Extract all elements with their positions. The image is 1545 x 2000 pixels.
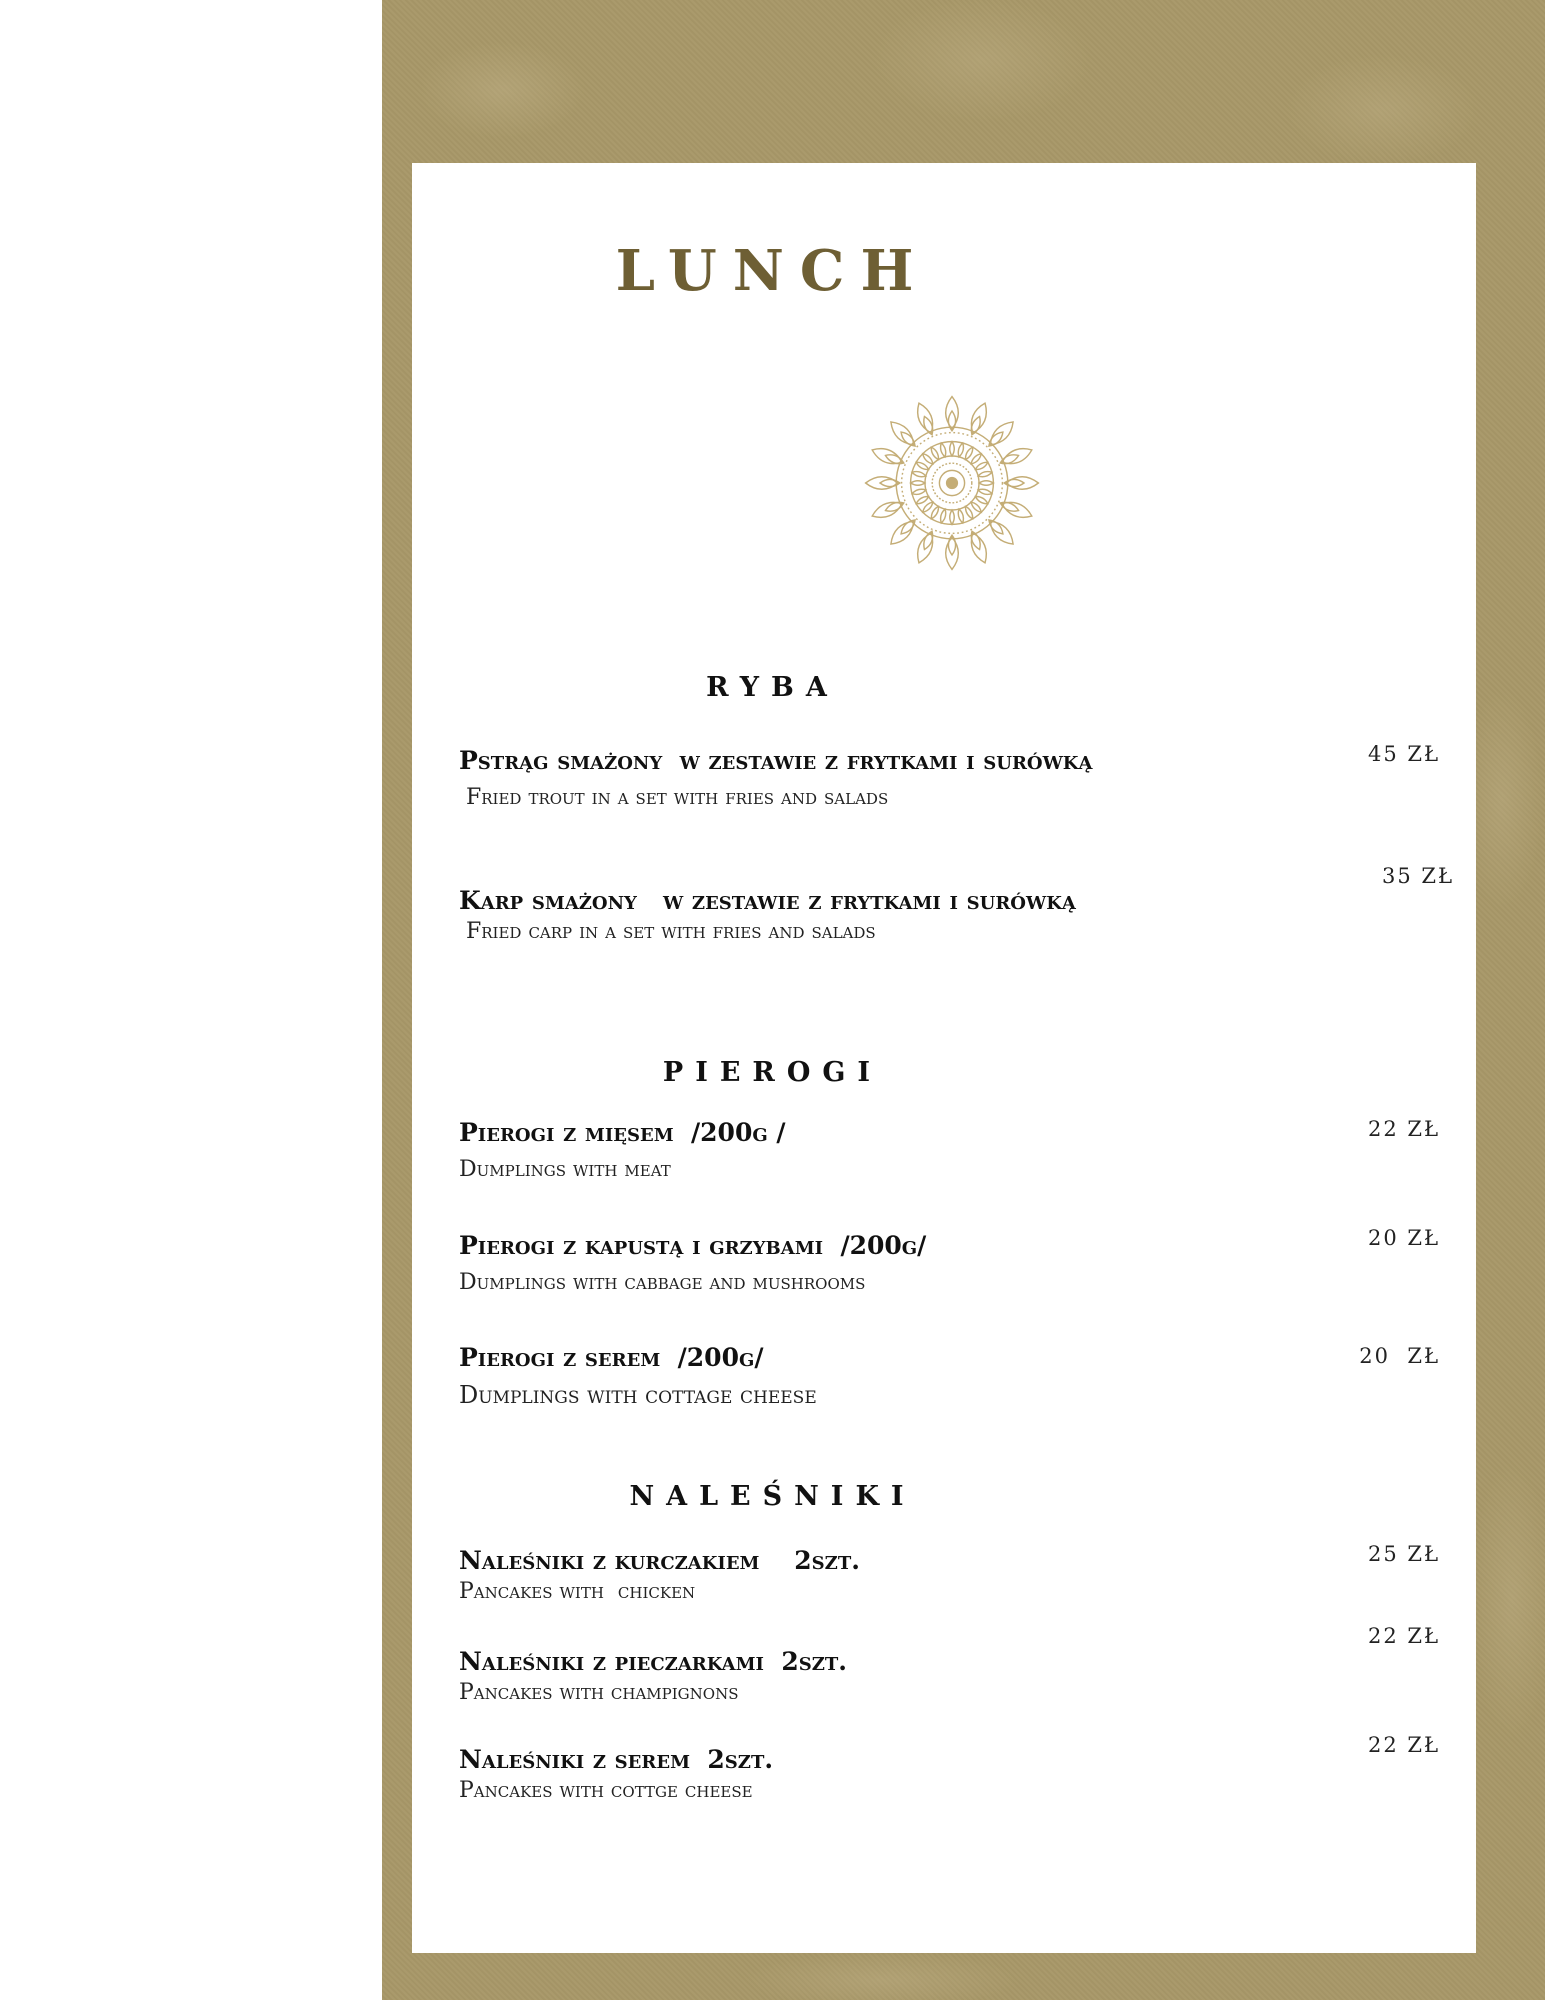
item-name: Naleśniki z serem 2szt. [459,1745,774,1774]
item-name: Naleśniki z kurczakiem 2szt. [459,1546,860,1575]
item-description: Fried carp in a set with fries and salads [459,919,876,944]
item-name: Pstrąg smażony w zestawie z frytkami i surówką [459,746,1093,775]
menu-item [459,745,1359,813]
item-description: Pancakes with chicken [459,1579,696,1604]
item-name: Pierogi z serem /200g/ [459,1343,764,1372]
item-description: Dumplings with cabbage and mushrooms [459,1270,866,1295]
item-price: 22 ZŁ [1367,1733,1440,1757]
item-price: 35 ZŁ [1381,864,1454,888]
item-description: Pancakes with cottge cheese [459,1778,753,1803]
section-title-nalesniki: NALEŚNIKI [629,1481,916,1512]
item-price: 45 ZŁ [1367,742,1440,766]
item-price: 20 ZŁ [1359,1344,1440,1368]
section-title-ryba: RYBA [706,672,839,703]
item-description: Pancakes with champignons [459,1680,739,1705]
item-price: 22 ZŁ [1367,1624,1440,1648]
section-title-pierogi: PIEROGI [662,1057,883,1088]
item-description: Dumplings with meat [459,1157,671,1182]
mandala-icon [862,393,1042,573]
item-name: Naleśniki z pieczarkami 2szt. [459,1647,848,1676]
item-name: Pierogi z kapustą i grzybami /200g/ [459,1231,927,1260]
item-description: Fried trout in a set with fries and salads [459,785,889,810]
item-price: 22 ZŁ [1367,1117,1440,1141]
item-price: 25 ZŁ [1367,1542,1440,1566]
menu-item [459,885,1359,947]
menu-title: LUNCH [615,238,930,304]
menu-item [459,1744,1359,1806]
menu-item [459,1230,1359,1298]
item-name: Karp smażony w zestawie z frytkami i surówką [459,886,1076,915]
menu-item [459,1342,1359,1410]
item-description: Dumplings with cottage cheese [459,1381,817,1409]
item-name: Pierogi z mięsem /200g / [459,1118,786,1147]
menu-item [459,1117,1359,1185]
menu-item [459,1646,1359,1708]
menu-item [459,1545,1359,1607]
item-price: 20 ZŁ [1367,1226,1440,1250]
